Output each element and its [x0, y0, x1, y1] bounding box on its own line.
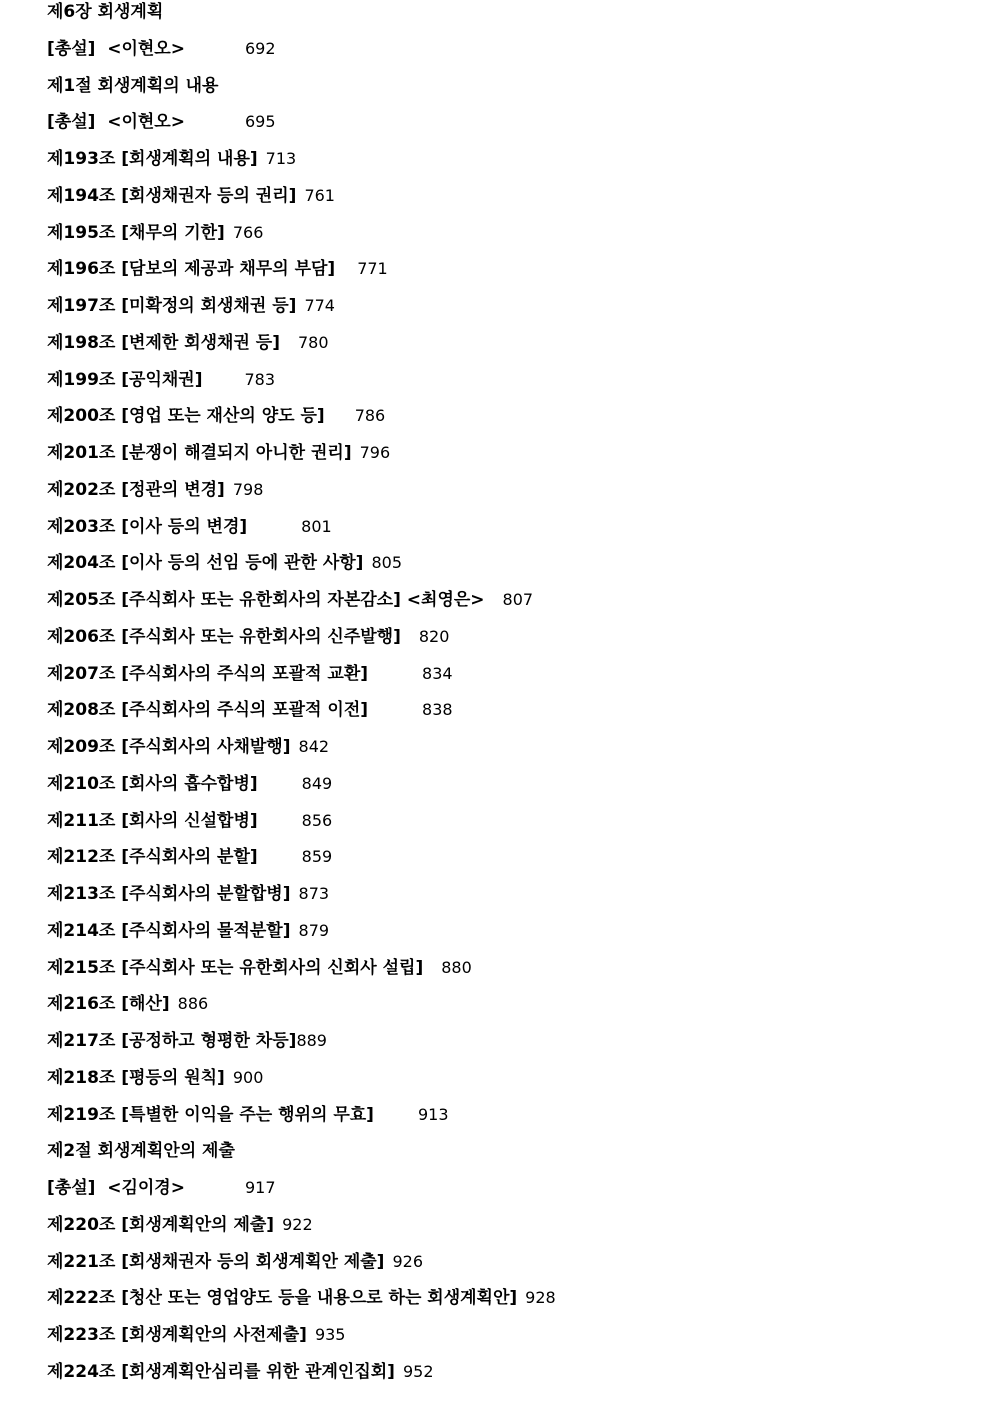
toc-entry-page-number: 771 — [357, 259, 388, 279]
toc-entry — [47, 919, 977, 956]
toc-entry-page-number: 801 — [301, 516, 332, 536]
toc-entry-page-number: 849 — [301, 773, 333, 793]
toc-entry — [47, 662, 977, 699]
toc-entry-title: 제222조 [청산 또는 영업양도 등을 내용으로 하는 회생계획안] — [47, 1288, 518, 1309]
toc-entry-title: 제6장 회생계획 — [47, 2, 164, 22]
toc-entry-page-number: 842 — [298, 737, 330, 756]
toc-entry-page-number: 859 — [301, 847, 333, 867]
toc-entry — [47, 845, 977, 882]
toc-entry-page-number: 880 — [441, 957, 472, 977]
toc-entry-title: 제1절 회생계획의 내용 — [47, 75, 219, 96]
toc-entry — [47, 368, 977, 405]
toc-entry — [47, 1250, 977, 1287]
toc-entry-title: 제209조 [주식회사의 사채발행] — [47, 737, 291, 757]
toc-entry-title: 제216조 [해산] — [47, 994, 170, 1015]
toc-entry-title: 제224조 [회생계획안심리를 위한 관계인집회] — [47, 1361, 395, 1382]
toc-entry-title: [총설] <김이경> — [47, 1178, 185, 1198]
toc-entry-page-number: 917 — [244, 1178, 276, 1197]
toc-entry — [47, 1066, 977, 1103]
toc-entry-title: 제218조 [평등의 원칙] — [47, 1067, 225, 1088]
toc-entry-page-number: 713 — [265, 149, 297, 168]
toc-entry-title: [총설] <이현오> — [47, 112, 185, 133]
toc-entry — [47, 625, 977, 662]
toc-entry — [47, 1029, 977, 1066]
toc-entry — [47, 551, 977, 588]
toc-entry-page-number: 692 — [244, 38, 276, 58]
toc-entry — [47, 698, 977, 735]
toc-entry-title: 제203조 [이사 등의 변경] — [47, 516, 248, 537]
toc-entry-title: 제201조 [분쟁이 해결되지 아니한 권리] — [47, 443, 352, 463]
toc-entry-title: 제194조 [회생채권자 등의 권리] — [47, 185, 297, 206]
toc-entry-page-number: 805 — [371, 553, 402, 573]
toc-entry-page-number: 922 — [282, 1214, 313, 1234]
toc-entry-page-number: 774 — [304, 296, 335, 315]
toc-entry-page-number: 935 — [314, 1325, 346, 1344]
toc-entry-title: 제2절 회생계획안의 제출 — [47, 1141, 235, 1162]
toc-entry-page-number: 807 — [502, 590, 534, 609]
toc-entry — [47, 404, 977, 441]
toc-entry — [47, 1286, 977, 1323]
toc-entry-title: 제223조 [회생계획안의 사전제출] — [47, 1325, 307, 1345]
toc-entry-title: 제200조 [영업 또는 재산의 양도 등] — [47, 406, 325, 427]
toc-entry — [47, 478, 977, 515]
toc-entry-title: 제193조 [회생계획의 내용] — [47, 149, 258, 169]
toc-entry — [47, 992, 977, 1029]
toc-entry-title: 제220조 [회생계획안의 제출] — [47, 1214, 275, 1235]
toc-entry-page-number: 695 — [244, 112, 276, 132]
toc-entry-page-number: 780 — [298, 332, 329, 352]
toc-entry-page-number: 796 — [359, 443, 391, 462]
toc-entry — [47, 882, 977, 919]
toc-entry — [47, 1176, 977, 1213]
toc-entry — [47, 110, 977, 147]
toc-entry — [47, 1323, 977, 1360]
toc-entry — [47, 184, 977, 221]
toc-entry-title: 제204조 [이사 등의 선임 등에 관한 사항] — [47, 553, 364, 574]
toc-entry-page-number: 928 — [525, 1288, 556, 1308]
toc-entry-title: 제202조 [정관의 변경] — [47, 479, 225, 500]
toc-entry-title: 제197조 [미확정의 회생채권 등] — [47, 296, 297, 316]
toc-entry-title: 제215조 [주식회사 또는 유한회사의 신회사 설립] — [47, 957, 424, 978]
toc-entry — [47, 588, 977, 625]
toc-entry-page-number: 856 — [301, 810, 333, 830]
toc-entry — [47, 257, 977, 294]
toc-entry — [47, 735, 977, 772]
toc-entry-title: 제219조 [특별한 이익을 주는 행위의 무효] — [47, 1104, 374, 1125]
toc-entry-page-number: 783 — [244, 369, 276, 389]
toc-entry-title: 제195조 [채무의 기한] — [47, 222, 225, 243]
toc-entry-page-number: 838 — [422, 700, 453, 720]
toc-entry-title: 제199조 [공익채권] — [47, 369, 203, 390]
toc-entry-title: 제212조 [주식회사의 분할] — [47, 847, 258, 868]
toc-entry-title: 제210조 [회사의 흡수합병] — [47, 773, 258, 794]
toc-entry-title: 제217조 [공정하고 형평한 차등] — [47, 1031, 297, 1051]
toc-entry-page-number: 766 — [232, 222, 264, 242]
toc-entry — [47, 221, 977, 258]
toc-entry — [47, 1103, 977, 1140]
toc-entry-page-number: 926 — [392, 1251, 423, 1271]
toc-entry-page-number: 886 — [177, 994, 209, 1014]
toc-entry-page-number: 834 — [422, 663, 453, 683]
toc-entry — [47, 1139, 977, 1176]
toc-entry — [47, 294, 977, 331]
toc-entry-page-number: 913 — [417, 1104, 449, 1124]
toc-entry-title: 제196조 [담보의 제공과 채무의 부담] — [47, 259, 336, 280]
toc-entry-page-number: 889 — [296, 1031, 327, 1050]
toc-entry-title: 제213조 [주식회사의 분할합병] — [47, 884, 291, 904]
toc-entry — [47, 1213, 977, 1250]
toc-entry-page-number: 786 — [354, 406, 386, 426]
toc-entry — [47, 331, 977, 368]
toc-entry-page-number: 900 — [232, 1067, 264, 1087]
toc-entry-title: 제214조 [주식회사의 물적분할] — [47, 920, 291, 941]
toc-entry — [47, 74, 977, 111]
toc-entry-title: 제206조 [주식회사 또는 유한회사의 신주발행] — [47, 626, 401, 647]
toc-entry-page-number: 798 — [232, 479, 264, 499]
toc-entry-title: [총설] <이현오> — [47, 38, 185, 59]
toc-entry-page-number: 873 — [298, 884, 330, 903]
toc-entry — [47, 515, 977, 552]
toc-entry-title: 제221조 [회생채권자 등의 회생계획안 제출] — [47, 1251, 385, 1272]
table-of-contents — [47, 0, 977, 1397]
toc-entry — [47, 772, 977, 809]
toc-entry-page-number: 879 — [298, 920, 330, 940]
toc-entry — [47, 0, 977, 37]
toc-entry-page-number: 952 — [402, 1361, 434, 1381]
toc-entry — [47, 809, 977, 846]
toc-entry-title: 제211조 [회사의 신설합병] — [47, 810, 258, 831]
toc-entry — [47, 147, 977, 184]
toc-entry-title: 제205조 [주식회사 또는 유한회사의 자본감소] <최영은> — [47, 590, 485, 610]
toc-entry-page-number: 820 — [418, 626, 450, 646]
toc-entry — [47, 441, 977, 478]
toc-entry — [47, 1360, 977, 1397]
toc-entry-title: 제208조 [주식회사의 주식의 포괄적 이전] — [47, 700, 369, 721]
toc-entry-title: 제198조 [변제한 회생채권 등] — [47, 332, 280, 353]
toc-entry-title: 제207조 [주식회사의 주식의 포괄적 교환] — [47, 663, 369, 684]
toc-entry-page-number: 761 — [304, 185, 335, 205]
toc-entry — [47, 37, 977, 74]
toc-entry — [47, 956, 977, 993]
